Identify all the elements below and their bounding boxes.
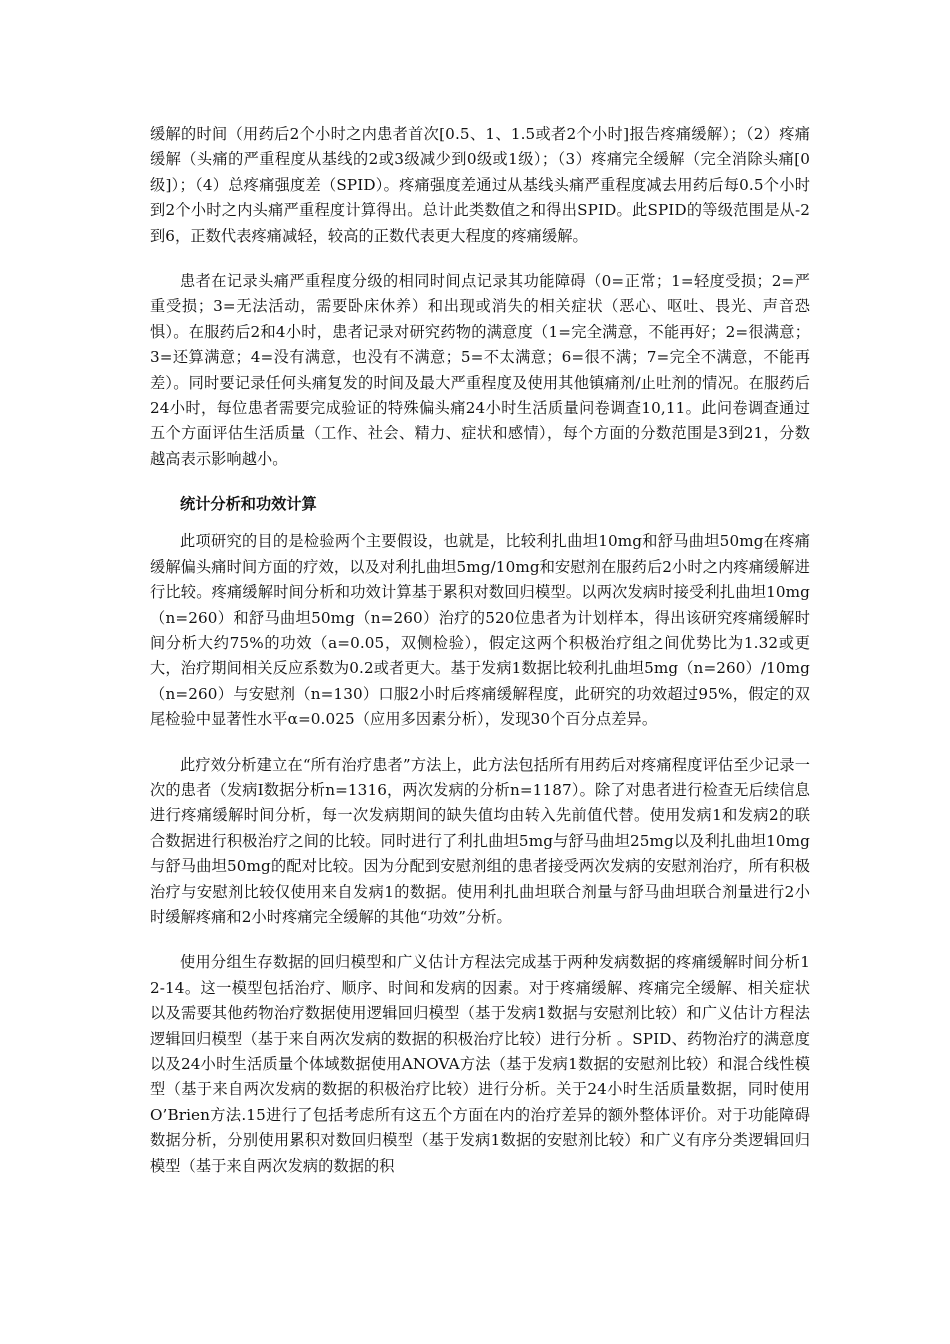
paragraph-efficacy-analysis: 此疗效分析建立在“所有治疗患者”方法上，此方法包括所有用药后对疼痛程度评估至少记录一次的患者（发病I数据分析n=1316，两次发病的分析n=1187）。除了对患者进行检查无后续信息进行疼痛缓解时间分析，每一次发病期间的缺失值均由转入先前值代替。使用发病1和发病2的联合数据进行积极治疗之间的比较。同时进行了利扎曲坦5mg与舒马曲坦25mg以及利扎曲坦10mg与舒马曲坦50mg的配对比较。因为分配到安慰剂组的患者接受两次发病的安慰剂治疗，所有积极治疗与安慰剂比较仅使用来自发病1的数据。使用利扎曲坦联合剂量与舒马曲坦联合剂量进行2小时缓解疼痛和2小时疼痛完全缓解的其他“功效”分析。 bbox=[150, 755, 810, 926]
document-page bbox=[150, 122, 810, 1199]
paragraph-pain-relief-definitions: 缓解的时间（用药后2个小时之内患者首次[0.5、1、1.5或者2个小时]报告疼痛缓解）；（2）疼痛缓解（头痛的严重程度从基线的2或3级减少到0级或1级）；（3）疼痛完全缓解（完全消除头痛[0级]）；（4）总疼痛强度差（SPID）。疼痛强度差通过从基线头痛严重程度减去用药后每0.5个小时到2个小时之内头痛严重程度计算得出。总计此类数值之和得出SPID。此SPID的等级范围是从-2到6，正数代表疼痛减轻，较高的正数代表更大程度的疼痛缓解。 bbox=[150, 125, 810, 245]
section-heading-statistics: 统计分析和功效计算 bbox=[180, 495, 317, 514]
paragraph-regression-models: 使用分组生存数据的回归模型和广义估计方程法完成基于两种发病数据的疼痛缓解时间分析12-14。这一模型包括治疗、顺序、时间和发病的因素。对于疼痛缓解、疼痛完全缓解、相关症状以及需要其他药物治疗数据使用逻辑回归模型（基于发病1数据与安慰剂比较）和广义估计方程法逻辑回归模型（基于来自两次发病的数据的积极治疗比较）进行分析 。SPID、药物治疗的满意度以及24小时生活质量个体域数据使用ANOVA方法（基于发病1数据的安慰剂比较）和混合线性模型（基于来自两次发病的数据的积极治疗比较）进行分析。关于24小时生活质量数据，同时使用O’Brien方法.15进行了包括考虑所有这五个方面在内的治疗差异的额外整体评价。对于功能障碍数据分析，分别使用累积对数回归模型（基于发病1数据的安慰剂比较）和广义有序分类逻辑回归模型（基于来自两次发病的数据的积 bbox=[150, 953, 810, 1175]
paragraph-functional-disability: 患者在记录头痛严重程度分级的相同时间点记录其功能障碍（0=正常；1=轻度受损；2=严重受损；3=无法活动，需要卧床休养）和出现或消失的相关症状（恶心、呕吐、畏光、声音恐惧）。在服药后2和4小时，患者记录对研究药物的满意度（1=完全满意，不能再好；2=很满意；3=还算满意；4=没有满意，也没有不满意；5=不太满意；6=很不满；7=完全不满意，不能再差）。同时要记录任何头痛复发的时间及最大严重程度及使用其他镇痛剂/止吐剂的情况。在服药后24小时，每位患者需要完成验证的特殊偏头痛24小时生活质量问卷调查10,11。此问卷调查通过五个方面评估生活质量（工作、社会、精力、症状和感情），每个方面的分数范围是3到21，分数越高表示影响越小。 bbox=[150, 272, 810, 468]
paragraph-study-hypotheses: 此项研究的目的是检验两个主要假设，也就是，比较利扎曲坦10mg和舒马曲坦50mg在疼痛缓解偏头痛时间方面的疗效，以及对利扎曲坦5mg/10mg和安慰剂在服药后2小时之内疼痛缓解进行比较。疼痛缓解时间分析和功效计算基于累积对数回归模型。以两次发病时接受利扎曲坦10mg（n=260）和舒马曲坦50mg（n=260）治疗的520位患者为计划样本，得出该研究疼痛缓解时间分析大约75%的功效（a=0.05，双侧检验），假定这两个积极治疗组之间优势比为1.32或更大，治疗期间相关反应系数为0.2或者更大。基于发病1数据比较利扎曲坦5mg（n=260）/10mg（n=260）与安慰剂（n=130）口服2小时后疼痛缓解程度，此研究的功效超过95%，假定的双尾检验中显著性水平α=0.025（应用多因素分析），发现30个百分点差异。 bbox=[150, 532, 810, 729]
